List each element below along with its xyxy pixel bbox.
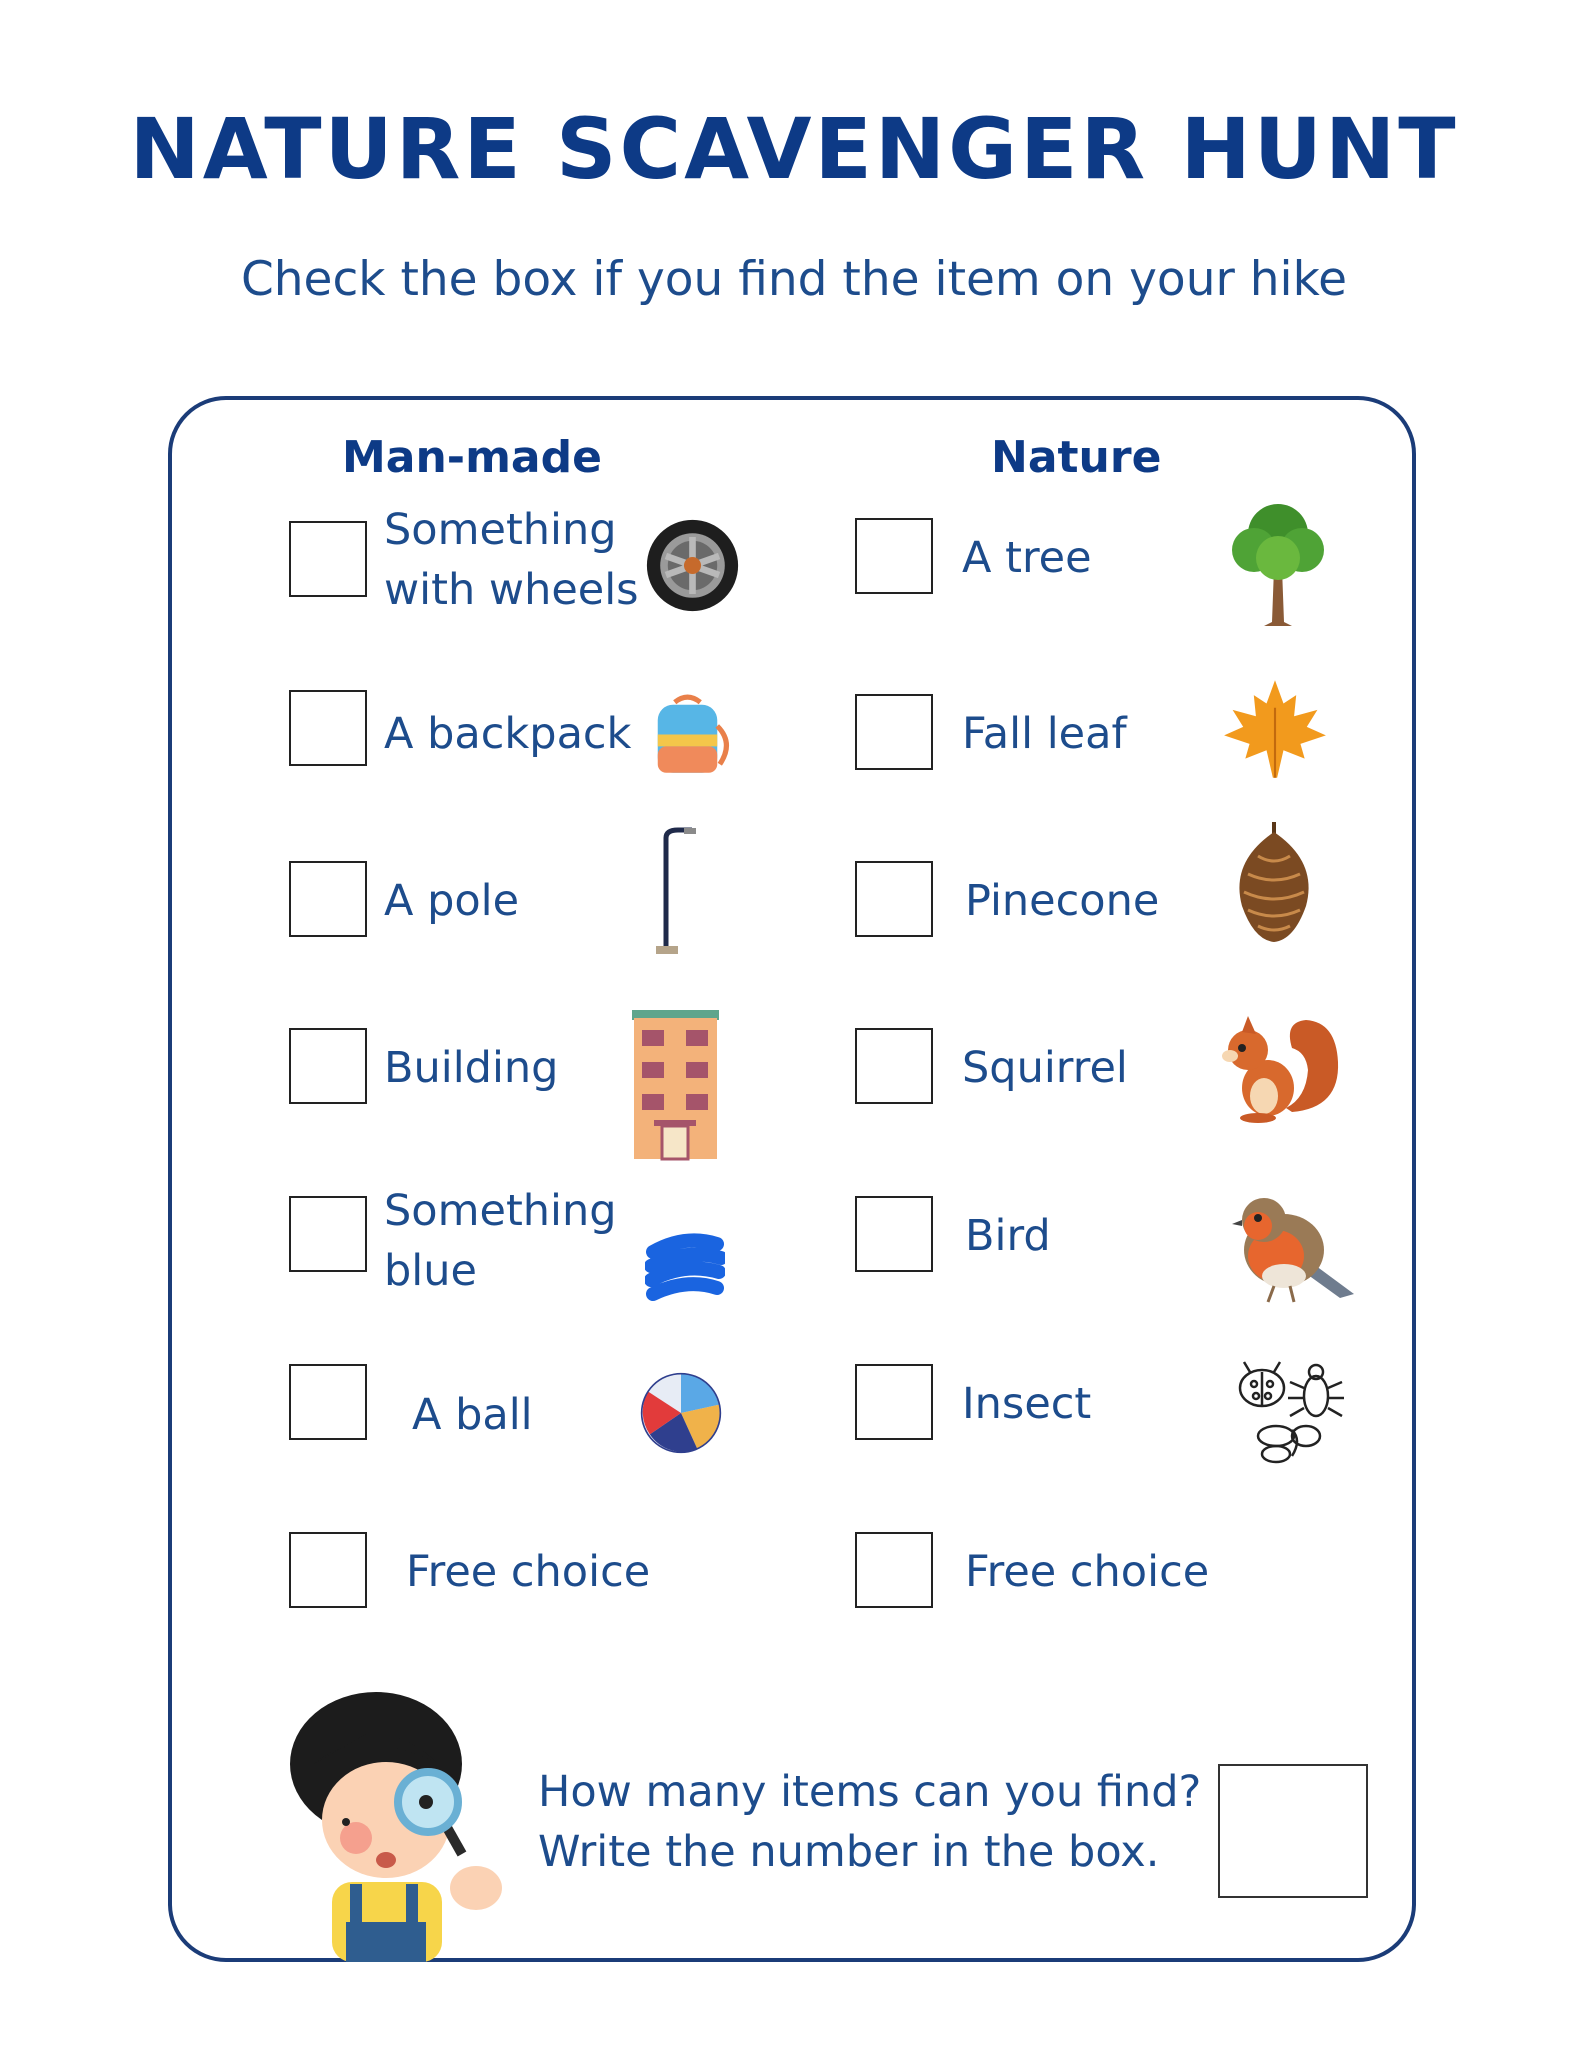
checkbox-insect[interactable] xyxy=(855,1364,933,1440)
page-subtitle: Check the box if you find the item on your hike xyxy=(240,252,1348,307)
wheel-icon xyxy=(645,518,740,613)
checkbox-a-pole[interactable] xyxy=(289,861,367,937)
item-label: Bird xyxy=(965,1211,1051,1261)
checkbox-a-tree[interactable] xyxy=(855,518,933,594)
child-with-magnifier-illustration xyxy=(286,1692,526,1962)
checkbox-free-choice-nature[interactable] xyxy=(855,1532,933,1608)
insect-icon xyxy=(1232,1360,1350,1468)
tree-icon xyxy=(1228,498,1328,628)
checkbox-bird[interactable] xyxy=(855,1196,933,1272)
item-label: Pinecone xyxy=(965,876,1160,926)
checkbox-fall-leaf[interactable] xyxy=(855,694,933,770)
checkbox-something-with-wheels[interactable] xyxy=(289,521,367,597)
checkbox-something-blue[interactable] xyxy=(289,1196,367,1272)
pinecone-icon xyxy=(1228,822,1320,944)
nature-heading: Nature xyxy=(991,432,1162,483)
bird-icon xyxy=(1228,1190,1358,1310)
checkbox-pinecone[interactable] xyxy=(855,861,933,937)
checkbox-a-ball[interactable] xyxy=(289,1364,367,1440)
item-label: A ball xyxy=(412,1390,533,1440)
building-icon xyxy=(628,1006,723,1161)
item-label: A pole xyxy=(384,876,520,926)
checkbox-squirrel[interactable] xyxy=(855,1028,933,1104)
checkbox-a-backpack[interactable] xyxy=(289,690,367,766)
item-label: Fall leaf xyxy=(962,709,1127,759)
man-made-heading: Man-made xyxy=(342,432,602,483)
item-label: A tree xyxy=(962,533,1092,583)
count-prompt-line1: How many items can you find? xyxy=(538,1767,1202,1817)
count-prompt-line2: Write the number in the box. xyxy=(538,1827,1160,1877)
maple-leaf-icon xyxy=(1222,675,1328,783)
blue-scribble-icon xyxy=(645,1232,725,1307)
item-label: A backpack xyxy=(384,709,632,759)
street-lamp-icon xyxy=(648,826,698,956)
checkbox-free-choice-man-made[interactable] xyxy=(289,1532,367,1608)
item-label: Free choice xyxy=(965,1547,1210,1597)
item-label: Squirrel xyxy=(962,1043,1128,1093)
item-label: Something blue xyxy=(384,1186,617,1296)
page-title: NATURE SCAVENGER HUNT xyxy=(129,100,1459,198)
checkbox-building[interactable] xyxy=(289,1028,367,1104)
backpack-icon xyxy=(645,692,730,777)
beach-ball-icon xyxy=(640,1372,722,1454)
item-label: Building xyxy=(384,1043,559,1093)
count-prompt xyxy=(538,1762,1201,1882)
squirrel-icon xyxy=(1214,1012,1342,1124)
item-count-input-box[interactable] xyxy=(1218,1764,1368,1898)
item-label: Something with wheels xyxy=(384,505,639,615)
item-label: Free choice xyxy=(406,1547,651,1597)
item-label: Insect xyxy=(962,1379,1092,1429)
